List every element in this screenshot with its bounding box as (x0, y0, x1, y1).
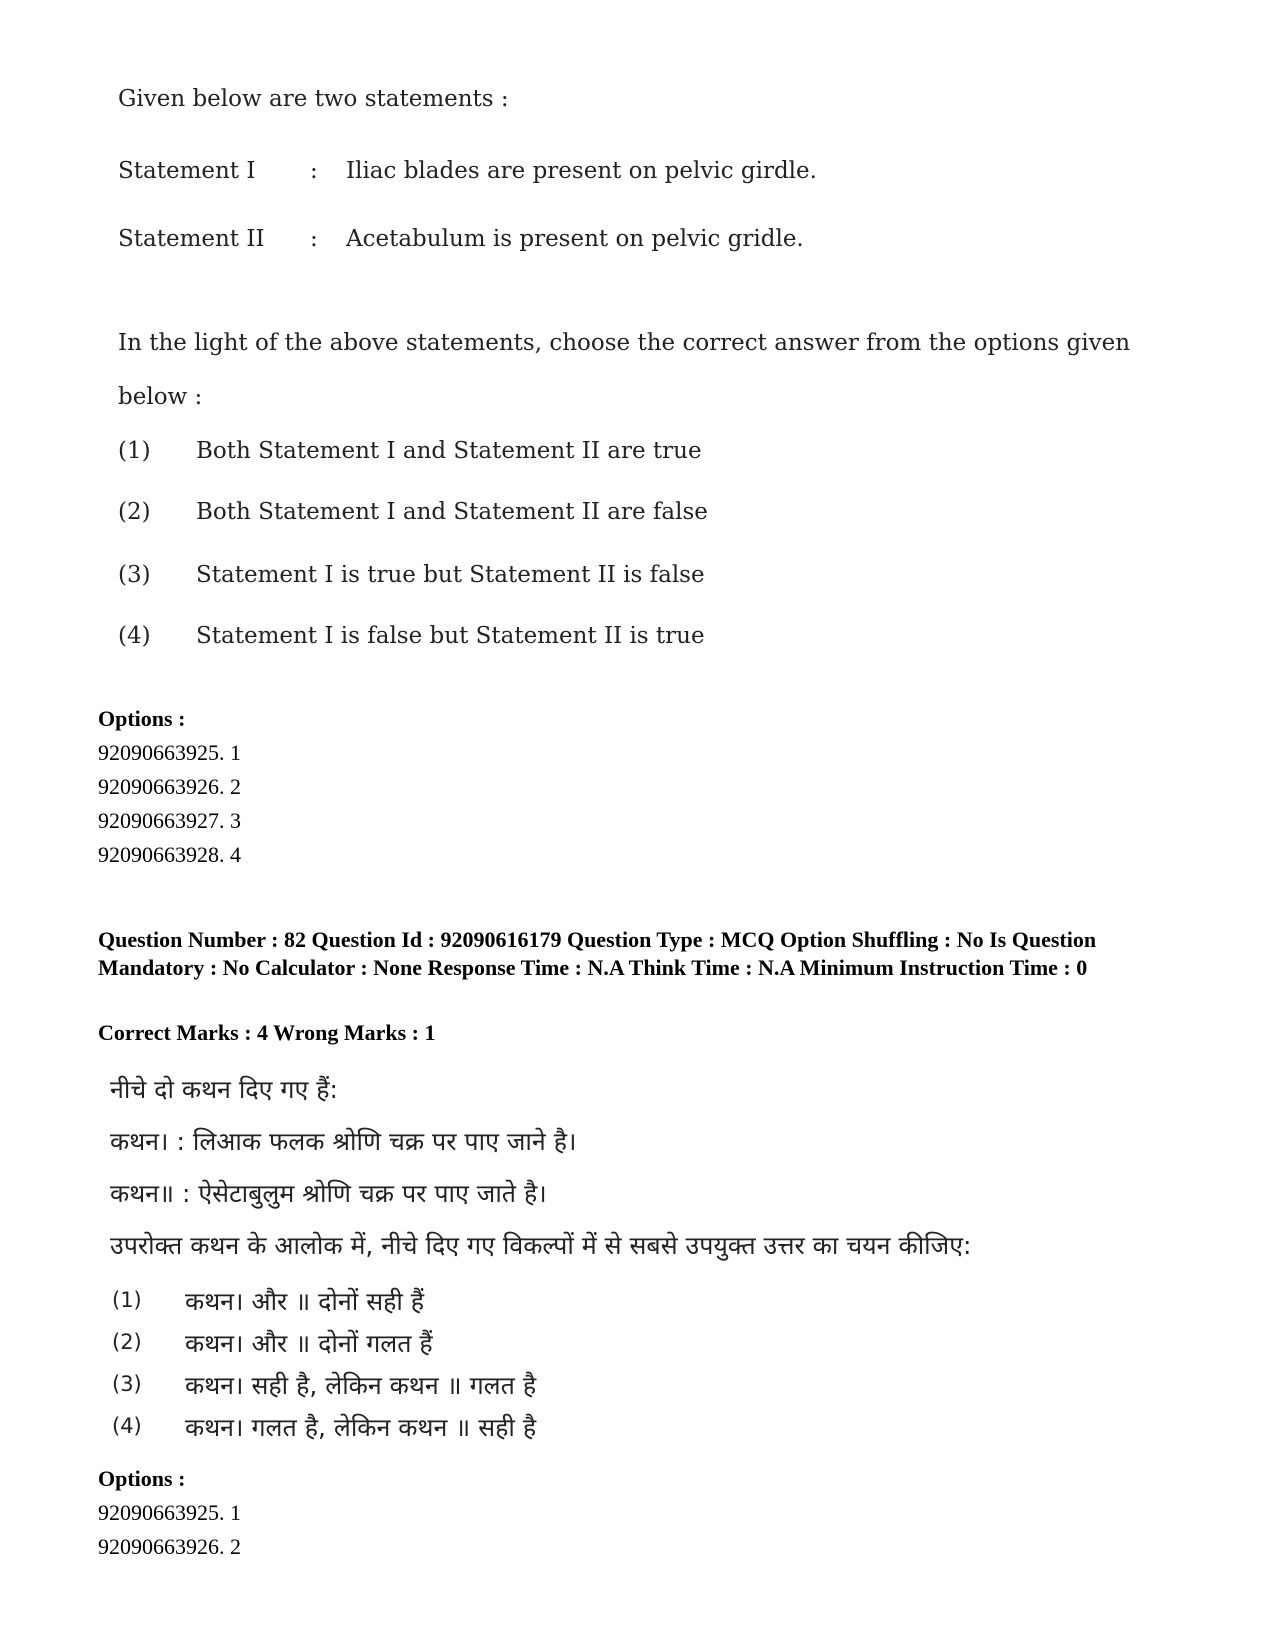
marks-info: Correct Marks : 4 Wrong Marks : 1 (98, 1020, 436, 1045)
option-id: 92090663925. 1 (98, 1500, 241, 1525)
options-block (98, 702, 241, 872)
option-number: (3) (112, 1372, 142, 1396)
option-text: कथन। गलत है, लेकिन कथन ॥ सही है (185, 1413, 537, 1442)
option-text: Statement I is true but Statement II is false (196, 562, 705, 588)
question-instruction: उपरोक्त कथन के आलोक में, नीचे दिए गए विकल्पों में से सबसे उपयुक्त उत्तर का चयन कीजिए: (110, 1231, 972, 1260)
option-id: 92090663925. 1 (98, 740, 241, 765)
question-instruction: In the light of the above statements, choose the correct answer from the options given below : (118, 330, 1131, 410)
option-text: Statement I is false but Statement II is true (196, 623, 705, 649)
option-text: कथन। और ॥ दोनों गलत हैं (185, 1329, 433, 1358)
option-text: कथन। और ॥ दोनों सही हैं (185, 1287, 425, 1316)
option-number: (2) (112, 1330, 142, 1354)
option-number: (1) (112, 1288, 142, 1312)
statement-label: Statement I (118, 158, 256, 184)
statement-text: Iliac blades are present on pelvic girdle. (346, 158, 817, 184)
option-text: Both Statement I and Statement II are true (196, 438, 702, 464)
options-heading: Options : (98, 706, 186, 731)
statement-colon: : (310, 158, 318, 184)
option-number: (4) (118, 623, 151, 649)
question-metadata: Question Number : 82 Question Id : 92090616179 Question Type : MCQ Option Shuffling : No Is Question Mandatory : No Calculator : None Response Time : N.A Think Time : N.A Minimum Instruction Time : 0 (98, 927, 1097, 980)
option-number: (3) (118, 562, 151, 588)
option-id: 92090663926. 2 (98, 774, 241, 799)
statement-text: Acetabulum is present on pelvic gridle. (346, 226, 804, 252)
question-intro: Given below are two statements : (118, 86, 509, 112)
statement-colon: : (310, 226, 318, 252)
statement-2: कथन॥ : ऐसेटाबुलुम श्रोणि चक्र पर पाए जाते है। (110, 1179, 547, 1208)
option-id: 92090663927. 3 (98, 808, 241, 833)
option-id: 92090663928. 4 (98, 842, 241, 867)
option-id: 92090663926. 2 (98, 1534, 241, 1559)
statement-label: Statement II (118, 226, 265, 252)
option-number: (1) (118, 438, 151, 464)
option-text: Both Statement I and Statement II are false (196, 499, 708, 525)
option-number: (2) (118, 499, 151, 525)
question-intro: नीचे दो कथन दिए गए हैं: (110, 1075, 338, 1104)
option-number: (4) (112, 1414, 142, 1438)
option-text: कथन। सही है, लेकिन कथन ॥ गलत है (185, 1371, 537, 1400)
options-block (98, 1462, 241, 1564)
statement-1: कथन। : लिआक फलक श्रोणि चक्र पर पाए जाने है। (110, 1127, 577, 1156)
options-heading: Options : (98, 1466, 186, 1491)
